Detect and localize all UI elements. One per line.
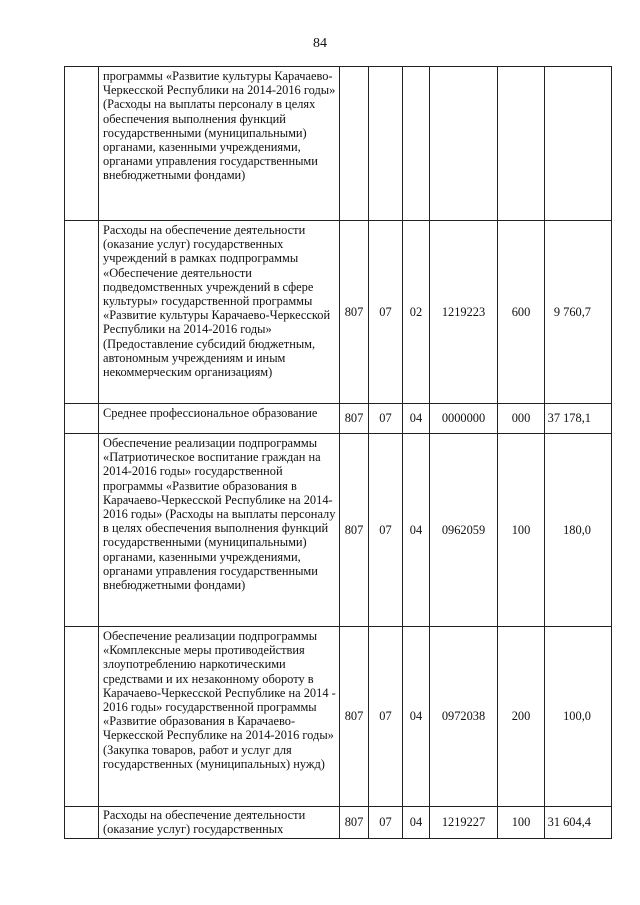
row-vr: 100 [498, 434, 545, 627]
row-pr: 04 [403, 434, 430, 627]
row-sum: 9 760,7 [545, 221, 612, 404]
row-rz: 07 [369, 627, 403, 807]
row-sum: 180,0 [545, 434, 612, 627]
row-rz: 07 [369, 434, 403, 627]
row-name: программы «Развитие культуры Карачаево-Черкесской Республики на 2014-2016 годы» (Расходы на выплаты персоналу в целях обеспечения выполнения функций государственными (муниципальными) органами, казенными учреждениями, органами управления государственными внебюджетными фондами) [99, 67, 340, 221]
table-row [65, 221, 612, 404]
row-sum [545, 67, 612, 221]
row-vr [498, 67, 545, 221]
blank-cell [65, 221, 99, 404]
row-ved: 807 [340, 627, 369, 807]
blank-cell [65, 67, 99, 221]
row-ved: 807 [340, 221, 369, 404]
row-name: Среднее профессиональное образование [99, 404, 340, 434]
row-vr: 600 [498, 221, 545, 404]
table-row [65, 807, 612, 839]
row-ved: 807 [340, 434, 369, 627]
row-csr: 1219227 [430, 807, 498, 839]
row-sum: 100,0 [545, 627, 612, 807]
blank-cell [65, 404, 99, 434]
row-vr: 000 [498, 404, 545, 434]
row-pr: 02 [403, 221, 430, 404]
row-pr [403, 67, 430, 221]
row-ved: 807 [340, 807, 369, 839]
table-row [65, 67, 612, 221]
table-row [65, 404, 612, 434]
blank-cell [65, 807, 99, 839]
row-csr: 0000000 [430, 404, 498, 434]
row-vr: 200 [498, 627, 545, 807]
row-csr: 0972038 [430, 627, 498, 807]
table-row [65, 627, 612, 807]
row-name: Обеспечение реализации подпрограммы «Патриотическое воспитание граждан на 2014-2016 годы» государственной программы «Развитие образования в Карачаево-Черкесской Республике на 2014-2016 годы» (Расходы на выплаты персоналу в целях обеспечения выполнения функций государственными (муниципальными) органами, казенными учреждениями, органами управления государственными внебюджетными фондами) [99, 434, 340, 627]
row-pr: 04 [403, 404, 430, 434]
table-row [65, 434, 612, 627]
row-ved: 807 [340, 404, 369, 434]
row-name: Обеспечение реализации подпрограммы «Комплексные меры противодействия злоупотреблению наркотическими средствами и их незаконному обороту в Карачаево-Черкесской Республике на 2014 - 2016 годы» государственной программы «Развитие образования в Карачаево-Черкесской Республике на 2014-2016 годы» (Закупка товаров, работ и услуг для государственных (муниципальных) нужд) [99, 627, 340, 807]
row-pr: 04 [403, 807, 430, 839]
row-name: Расходы на обеспечение деятельности (оказание услуг) государственных учреждений в рамках подпрограммы «Обеспечение деятельности подведомственных учреждений в сфере культуры» государственной программы «Развитие культуры Карачаево-Черкесской Республики на 2014-2016 годы» (Предоставление субсидий бюджетным, автономным учреждениям и иным некоммерческим организациям) [99, 221, 340, 404]
row-pr: 04 [403, 627, 430, 807]
row-rz: 07 [369, 404, 403, 434]
row-csr: 1219223 [430, 221, 498, 404]
row-csr: 0962059 [430, 434, 498, 627]
row-rz [369, 67, 403, 221]
row-rz: 07 [369, 221, 403, 404]
blank-cell [65, 434, 99, 627]
row-rz: 07 [369, 807, 403, 839]
row-ved [340, 67, 369, 221]
row-vr: 100 [498, 807, 545, 839]
row-sum: 31 604,4 [545, 807, 612, 839]
blank-cell [65, 627, 99, 807]
row-csr [430, 67, 498, 221]
row-sum: 37 178,1 [545, 404, 612, 434]
page-number: 84 [313, 36, 327, 51]
budget-table [64, 66, 612, 839]
row-name: Расходы на обеспечение деятельности (оказание услуг) государственных [99, 807, 340, 839]
